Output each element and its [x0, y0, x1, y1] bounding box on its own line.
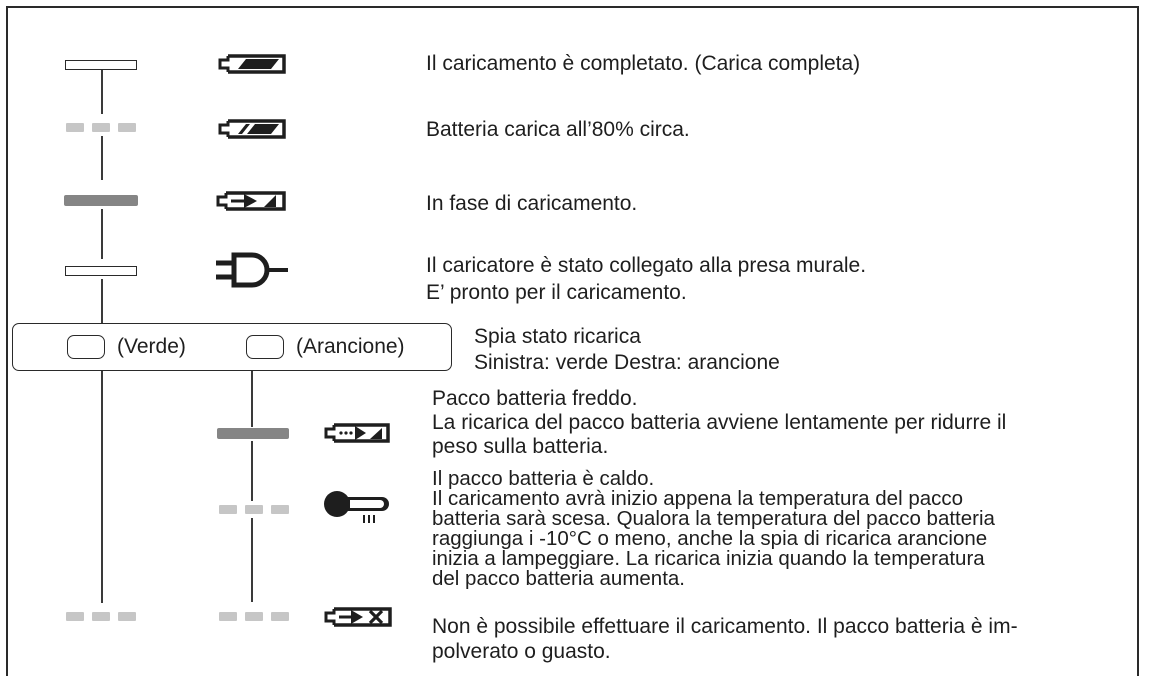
charge-error-icon: [322, 603, 394, 631]
status-text-charging: In fase di caricamento.: [426, 192, 638, 215]
green-lamp-off: [65, 60, 137, 70]
status-text-cold-1: Pacco batteria freddo.: [432, 387, 638, 410]
lamp-legend: [12, 323, 452, 371]
green-lamp-symbol: [67, 335, 105, 359]
status-text-hot-5: inizia a lampeggiare. La ricarica inizia quando la temperatura: [432, 547, 985, 570]
plug-icon: [214, 252, 290, 288]
legend-description: Sinistra: verde Destra: arancione: [474, 351, 780, 374]
status-text-hot-3: batteria sarà scesa. Qualora la temperatura del pacco batteria: [432, 507, 995, 530]
green-lamp-blinking: [66, 123, 136, 132]
green-lamp-label: (Verde): [117, 335, 186, 358]
orange-lamp-blinking: [219, 505, 289, 514]
battery-full-icon: [216, 50, 288, 78]
orange-lamp-blinking: [219, 612, 289, 621]
status-text-hot-6: del pacco batteria aumenta.: [432, 567, 685, 590]
thermometer-icon: [322, 490, 394, 526]
orange-lamp-on: [217, 428, 289, 439]
status-text-hot-2: Il caricamento avrà inizio appena la temperatura del pacco: [432, 487, 964, 510]
green-lamp-on: [64, 195, 138, 206]
status-text-hot-1: Il pacco batteria è caldo.: [432, 467, 655, 490]
status-text-plugged-in-2: E’ pronto per il caricamento.: [426, 281, 687, 304]
status-text-error-2: polverato o guasto.: [432, 640, 611, 663]
green-lamp-off: [65, 266, 137, 276]
connector-line: [251, 371, 253, 427]
orange-lamp-symbol: [246, 335, 284, 359]
connector-line: [101, 209, 103, 259]
status-text-cold-2: La ricarica del pacco batteria avviene lentamente per ridurre il: [432, 411, 1007, 434]
status-text-hot-4: raggiunga i -10°C o meno, anche la spia di ricarica arancione: [432, 527, 988, 550]
status-text-plugged-in-1: Il caricatore è stato collegato alla presa murale.: [426, 254, 867, 277]
connector-line: [251, 518, 253, 602]
battery-charging-icon: [214, 187, 288, 215]
battery-80-icon: [216, 115, 288, 143]
status-text-error-1: Non è possibile effettuare il caricamento. Il pacco batteria è im-: [432, 615, 1018, 638]
status-text-charge-complete: Il caricamento è completato. (Carica completa): [426, 52, 861, 75]
status-text-charge-80: Batteria carica all’80% circa.: [426, 118, 690, 141]
slow-charging-icon: [322, 420, 392, 446]
connector-line: [101, 136, 103, 180]
connector-line: [101, 371, 103, 603]
legend-title: Spia stato ricarica: [474, 325, 641, 348]
connector-line: [251, 441, 253, 501]
orange-lamp-label: (Arancione): [296, 335, 405, 358]
status-text-cold-3: peso sulla batteria.: [432, 435, 609, 458]
connector-line: [101, 70, 103, 114]
connector-line: [101, 279, 103, 323]
green-lamp-blinking: [66, 612, 136, 621]
